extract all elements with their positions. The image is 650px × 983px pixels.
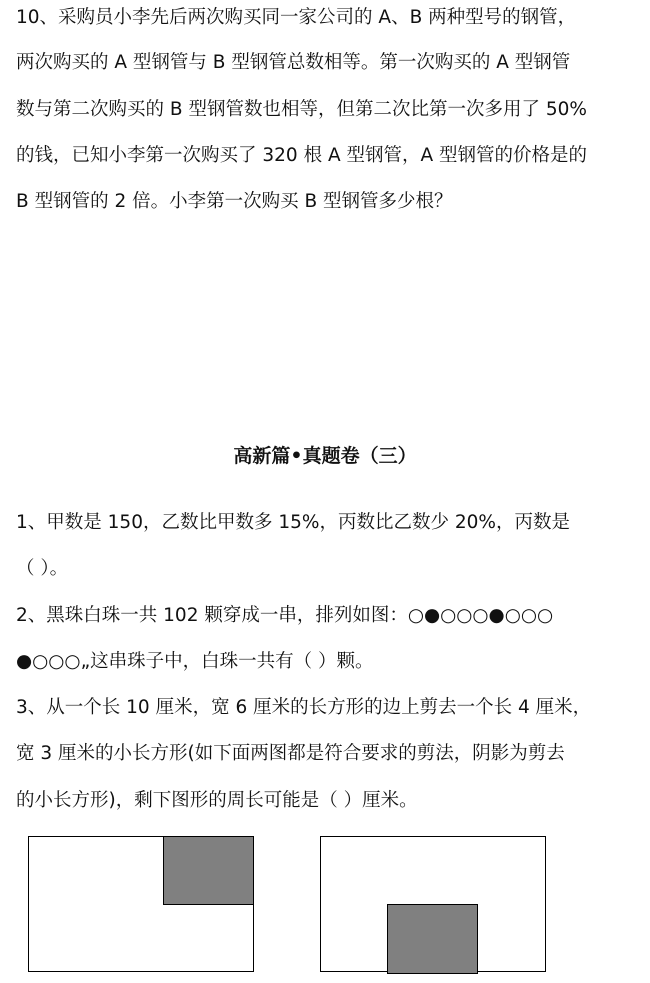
- question-10-line-3: 数与第二次购买的 B 型钢管数也相等，但第二次比第一次多用了 50%: [16, 99, 587, 120]
- question-1-line-1: 1、甲数是 150，乙数比甲数多 15%，丙数比乙数少 20%，丙数是: [16, 512, 570, 533]
- figure-right-rectangle: [320, 836, 546, 972]
- question-10-line-1: 10、采购员小李先后两次购买同一家公司的 A、B 两种型号的钢管，: [16, 7, 577, 28]
- question-10-line-5: B 型钢管的 2 倍。小李第一次购买 B 型钢管多少根？: [16, 191, 453, 212]
- figure-right-cut-square: [387, 904, 478, 974]
- question-3-line-2: 宽 3 厘米的小长方形(如下面两图都是符合要求的剪法，阴影为剪去: [16, 743, 565, 764]
- question-2-line-2: ●○○○„这串珠子中，白珠一共有（ ）颗。: [16, 651, 374, 672]
- section-title: 高新篇•真题卷（三）: [233, 445, 417, 467]
- question-3-line-1: 3、从一个长 10 厘米，宽 6 厘米的长方形的边上剪去一个长 4 厘米，: [16, 697, 592, 718]
- figure-left-rectangle: [28, 836, 254, 972]
- question-1-line-2: （ ）。: [16, 558, 69, 579]
- question-10-line-2: 两次购买的 A 型钢管与 B 型钢管总数相等。第一次购买的 A 型钢管: [16, 52, 571, 73]
- question-10-line-4: 的钱，已知小李第一次购买了 320 根 A 型钢管，A 型钢管的价格是的: [16, 145, 588, 166]
- question-3-line-3: 的小长方形)，剩下图形的周长可能是（ ）厘米。: [16, 790, 418, 811]
- figure-left-cut-square: [163, 836, 254, 905]
- question-2-line-1: 2、黑珠白珠一共 102 颗穿成一串，排列如图：○●○○○●○○○: [16, 605, 554, 626]
